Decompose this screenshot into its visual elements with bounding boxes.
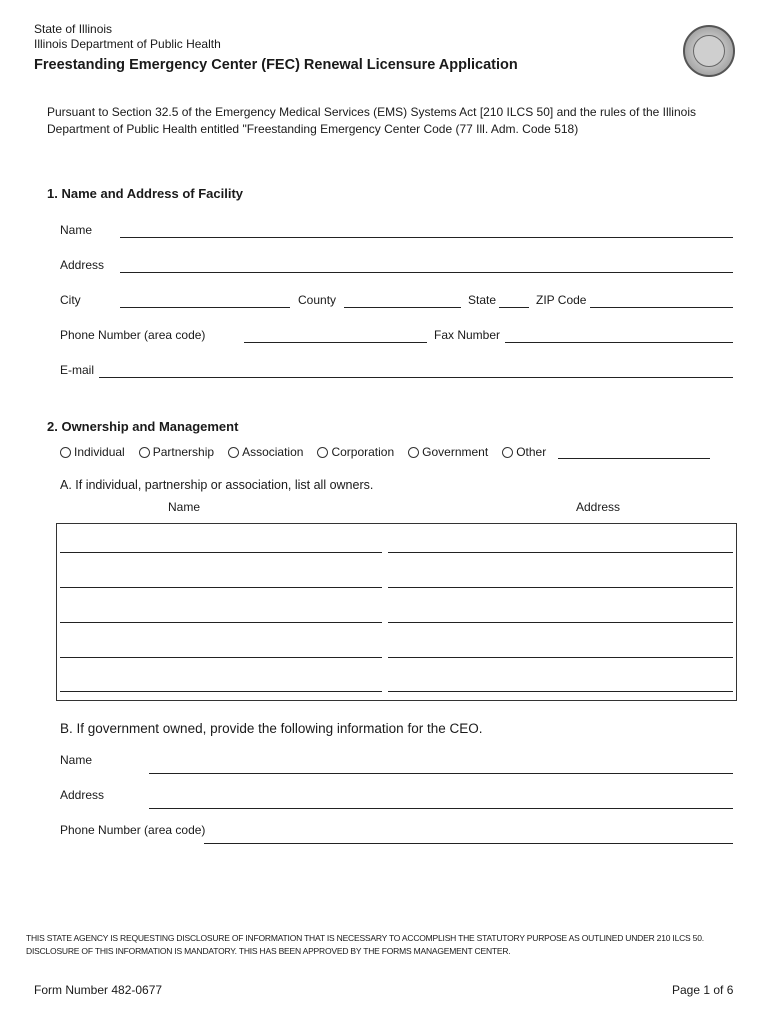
- other-specify-field[interactable]: [558, 458, 710, 459]
- owner-address-field-2[interactable]: [388, 587, 733, 588]
- radio-individual[interactable]: Individual: [60, 445, 125, 459]
- agency-department: Illinois Department of Public Health: [34, 37, 221, 51]
- disclosure-notice: THIS STATE AGENCY IS REQUESTING DISCLOSURE OF INFORMATION THAT IS NECESSARY TO ACCOMPLISH THE STATUTORY PURPOSE AS OUTLINED UNDER 210 ILCS 50. DISCLOSURE OF THIS INFORMATION IS MANDATORY. THIS HAS BEEN APPROVED BY THE FORMS MANAGEMENT CENTER.: [26, 933, 704, 956]
- ceo-address-label: Address: [60, 788, 105, 802]
- facility-address-label: Address: [60, 258, 105, 272]
- radio-circle-icon: [228, 447, 239, 458]
- zip-field[interactable]: [590, 307, 733, 308]
- radio-corporation[interactable]: Corporation: [317, 445, 394, 459]
- zip-label: ZIP Code: [536, 293, 587, 307]
- owner-address-field-5[interactable]: [388, 691, 733, 692]
- state-field[interactable]: [499, 307, 529, 308]
- ceo-phone-field[interactable]: [204, 843, 733, 844]
- radio-other[interactable]: Other: [502, 445, 546, 459]
- phone-label: Phone Number (area code): [60, 328, 206, 342]
- part-b-instruction: B. If government owned, provide the following information for the CEO.: [60, 721, 483, 736]
- radio-circle-icon: [139, 447, 150, 458]
- city-field[interactable]: [120, 307, 290, 308]
- page-number: Page 1 of 6: [672, 983, 734, 997]
- state-label: State: [468, 293, 497, 307]
- radio-partnership[interactable]: Partnership: [139, 445, 214, 459]
- phone-field[interactable]: [244, 342, 427, 343]
- section2-heading: 2. Ownership and Management: [47, 419, 239, 434]
- owner-name-field-4[interactable]: [60, 657, 382, 658]
- owner-name-field-2[interactable]: [60, 587, 382, 588]
- ceo-name-label: Name: [60, 753, 93, 767]
- state-seal-icon: [683, 25, 735, 77]
- ceo-name-field[interactable]: [149, 773, 733, 774]
- facility-name-field[interactable]: [120, 237, 733, 238]
- radio-government[interactable]: Government: [408, 445, 488, 459]
- part-a-instruction: A. If individual, partnership or association, list all owners.: [60, 478, 374, 492]
- owners-table: [56, 523, 737, 701]
- owner-name-field-5[interactable]: [60, 691, 382, 692]
- fax-label: Fax Number: [434, 328, 501, 342]
- email-label: E-mail: [60, 363, 95, 377]
- owner-name-field-1[interactable]: [60, 552, 382, 553]
- radio-circle-icon: [408, 447, 419, 458]
- form-number: Form Number 482-0677: [34, 983, 163, 997]
- county-label: County: [298, 293, 337, 307]
- section1-heading: 1. Name and Address of Facility: [47, 186, 244, 201]
- ceo-address-field[interactable]: [149, 808, 733, 809]
- email-field[interactable]: [99, 377, 733, 378]
- owner-address-field-3[interactable]: [388, 622, 733, 623]
- owner-address-field-1[interactable]: [388, 552, 733, 553]
- owner-address-field-4[interactable]: [388, 657, 733, 658]
- owners-address-header: Address: [576, 500, 621, 514]
- facility-address-field[interactable]: [120, 272, 733, 273]
- owner-name-field-3[interactable]: [60, 622, 382, 623]
- ceo-phone-label: Phone Number (area code): [60, 823, 206, 837]
- city-label: City: [60, 293, 81, 307]
- radio-circle-icon: [502, 447, 513, 458]
- facility-name-label: Name: [60, 223, 93, 237]
- intro-text: Pursuant to Section 32.5 of the Emergency Medical Services (EMS) Systems Act [210 ILCS 50] and the rules of the Illinois Department of Public Health entitled "Freestanding Emergency Center Code (77 Ill. Adm. Code 518): [47, 105, 696, 136]
- county-field[interactable]: [344, 307, 461, 308]
- radio-circle-icon: [60, 447, 71, 458]
- radio-circle-icon: [317, 447, 328, 458]
- radio-association[interactable]: Association: [228, 445, 303, 459]
- agency-state: State of Illinois: [34, 22, 113, 36]
- fax-field[interactable]: [505, 342, 733, 343]
- ownership-options: [60, 445, 560, 459]
- page-title: Freestanding Emergency Center (FEC) Renewal Licensure Application: [34, 57, 518, 73]
- owners-name-header: Name: [168, 500, 201, 514]
